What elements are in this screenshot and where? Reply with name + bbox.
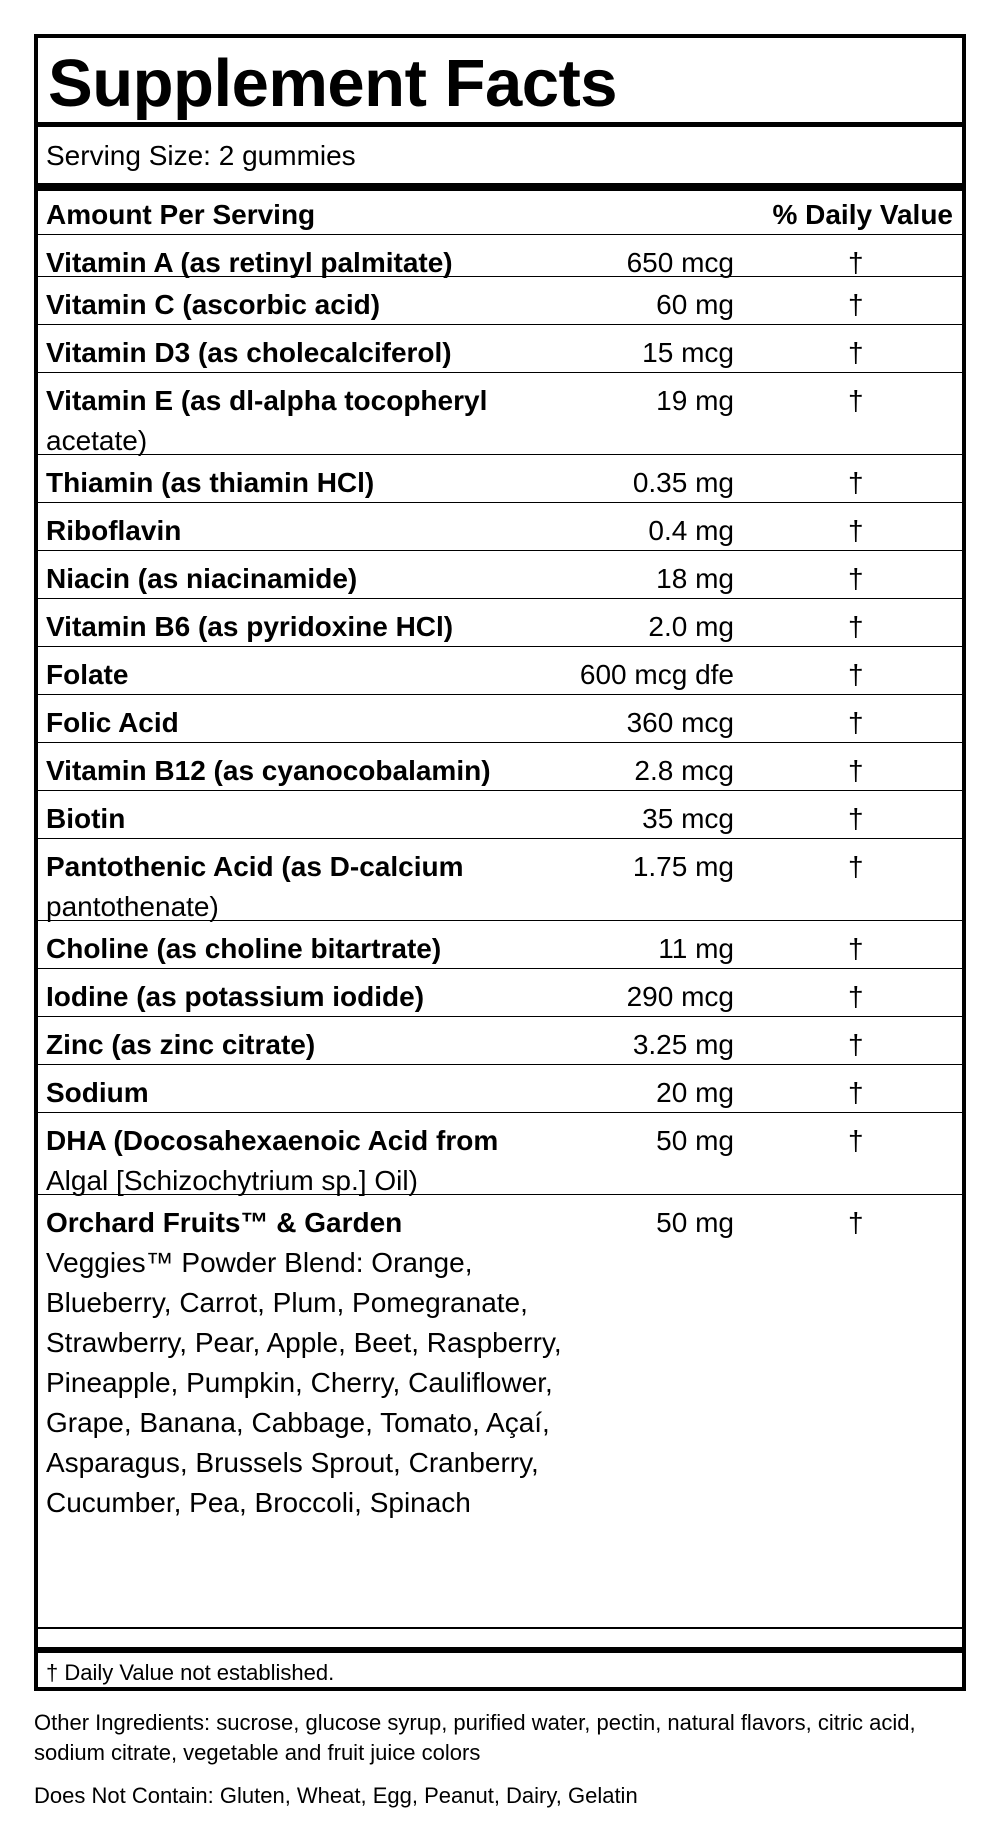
other-ingredients: Other Ingredients: sucrose, glucose syrup, purified water, pectin, natural flavors, citric acid, sodium citrate, vegetable and fruit juice colors	[34, 1710, 916, 1765]
nutrient-name	[46, 463, 566, 503]
nutrient-name-detail: acetate)	[46, 425, 148, 456]
nutrient-daily-value: †	[848, 659, 864, 690]
nutrient-name-bold: Orchard Fruits™ & Garden	[46, 1207, 403, 1238]
nutrient-row	[38, 646, 962, 695]
nutrient-amount: 35 mcg	[642, 803, 734, 834]
nutrient-name-bold: Vitamin D3 (as cholecalciferol)	[46, 337, 452, 368]
nutrient-daily-value: †	[848, 755, 864, 786]
footnote-top-rule	[38, 1647, 962, 1653]
nutrient-amount: 11 mg	[658, 933, 734, 964]
nutrient-row	[38, 454, 962, 503]
blend-bottom-rule	[38, 1627, 962, 1629]
does-not-contain: Does Not Contain: Gluten, Wheat, Egg, Peanut, Dairy, Gelatin	[34, 1783, 638, 1808]
nutrient-name-detail: Veggies™ Powder Blend: Orange, Blueberry, Carrot, Plum, Pomegranate, Strawberry, Pear, Apple, Beet, Raspberry, Pineapple, Pumpkin, Cherry, Cauliflower, Grape, Banana, Cabbage, Tomato, Açaí, Asparagus, Brussels Sprout, Cranberry, Cucumber, Pea, Broccoli, Spinach	[46, 1247, 562, 1518]
nutrient-name	[46, 751, 566, 791]
nutrient-name	[46, 929, 566, 969]
nutrient-name-bold: Zinc (as zinc citrate)	[46, 1029, 316, 1060]
nutrient-name-bold: Iodine (as potassium iodide)	[46, 981, 425, 1012]
nutrient-amount: 19 mg	[656, 385, 734, 416]
nutrient-row	[38, 324, 962, 373]
nutrient-name-bold: Vitamin E (as dl-alpha tocopheryl	[46, 385, 488, 416]
nutrient-row	[38, 1064, 962, 1113]
nutrient-name-bold: Vitamin C (ascorbic acid)	[46, 289, 381, 320]
nutrient-name	[46, 1121, 566, 1201]
nutrient-name-bold: DHA (Docosahexaenoic Acid from	[46, 1125, 499, 1156]
nutrient-amount: 360 mcg	[626, 707, 734, 738]
nutrient-row	[38, 920, 962, 969]
nutrient-name-bold: Folate	[46, 659, 129, 690]
nutrient-name	[46, 703, 566, 743]
daily-value-heading: % Daily Value	[772, 199, 953, 230]
nutrient-daily-value: †	[848, 611, 864, 642]
serving-rule	[38, 183, 962, 191]
nutrient-row	[38, 694, 962, 743]
nutrient-name-detail: Algal [Schizochytrium sp.] Oil)	[46, 1165, 418, 1196]
nutrient-name	[46, 511, 566, 551]
nutrient-name-bold: Vitamin B6 (as pyridoxine HCl)	[46, 611, 454, 642]
nutrient-daily-value: †	[848, 707, 864, 738]
nutrient-amount: 60 mg	[656, 289, 734, 320]
nutrient-amount: 0.4 mg	[648, 515, 734, 546]
nutrient-row	[38, 968, 962, 1017]
nutrient-daily-value: †	[848, 563, 864, 594]
nutrient-daily-value: †	[848, 933, 864, 964]
nutrient-name-bold: Vitamin B12 (as cyanocobalamin)	[46, 755, 491, 786]
nutrient-row	[38, 1112, 962, 1195]
nutrient-row	[38, 838, 962, 921]
nutrient-row	[38, 502, 962, 551]
nutrient-amount: 2.0 mg	[648, 611, 734, 642]
nutrient-daily-value: †	[848, 467, 864, 498]
nutrient-name-detail: pantothenate)	[46, 891, 219, 922]
nutrient-row	[38, 742, 962, 791]
nutrient-amount: 290 mcg	[626, 981, 734, 1012]
nutrient-name	[46, 1203, 566, 1523]
nutrient-name	[46, 847, 566, 927]
nutrient-row	[38, 598, 962, 647]
nutrient-row	[38, 790, 962, 839]
nutrient-name	[46, 977, 566, 1017]
nutrient-name	[46, 1025, 566, 1065]
nutrient-name-bold: Niacin (as niacinamide)	[46, 563, 358, 594]
nutrient-name	[46, 799, 566, 839]
nutrient-name-bold: Folic Acid	[46, 707, 179, 738]
nutrient-daily-value: †	[848, 981, 864, 1012]
nutrient-daily-value: †	[848, 385, 864, 416]
nutrient-daily-value: †	[848, 803, 864, 834]
nutrient-daily-value: †	[848, 289, 864, 320]
supplement-facts-panel	[34, 34, 966, 1691]
nutrient-row	[38, 1194, 962, 1555]
nutrient-row	[38, 276, 962, 325]
nutrient-amount: 1.75 mg	[632, 851, 734, 882]
nutrient-daily-value: †	[848, 851, 864, 882]
nutrient-name-bold: Pantothenic Acid (as D-calcium	[46, 851, 464, 882]
panel-title: Supplement Facts	[48, 46, 618, 121]
nutrient-name	[46, 655, 566, 695]
nutrient-row	[38, 234, 962, 277]
nutrient-name-bold: Thiamin (as thiamin HCl)	[46, 467, 375, 498]
nutrient-amount: 650 mcg	[626, 247, 734, 278]
nutrient-daily-value: †	[848, 515, 864, 546]
nutrient-daily-value: †	[848, 1029, 864, 1060]
nutrient-name	[46, 559, 566, 599]
serving-size: Serving Size: 2 gummies	[46, 140, 356, 171]
nutrient-amount: 600 mcg dfe	[579, 659, 734, 690]
nutrient-row	[38, 372, 962, 455]
nutrient-name-bold: Biotin	[46, 803, 126, 834]
amount-per-serving-heading: Amount Per Serving	[46, 199, 316, 230]
nutrient-row	[38, 1016, 962, 1065]
nutrient-daily-value: †	[848, 1077, 864, 1108]
nutrient-amount: 0.35 mg	[632, 467, 734, 498]
nutrient-name-bold: Vitamin A (as retinyl palmitate)	[46, 247, 453, 278]
nutrient-amount: 2.8 mcg	[634, 755, 734, 786]
nutrient-amount: 18 mg	[656, 563, 734, 594]
footnote: † Daily Value not established.	[46, 1660, 335, 1685]
nutrient-amount: 20 mg	[656, 1077, 734, 1108]
nutrient-amount: 50 mg	[656, 1207, 734, 1238]
nutrient-name	[46, 285, 566, 325]
nutrient-name	[46, 607, 566, 647]
nutrient-name	[46, 1073, 566, 1113]
nutrient-daily-value: †	[848, 1207, 864, 1238]
nutrient-name	[46, 333, 566, 373]
nutrient-name-bold: Choline (as choline bitartrate)	[46, 933, 442, 964]
title-rule	[38, 122, 962, 127]
nutrient-name-bold: Riboflavin	[46, 515, 182, 546]
nutrient-row	[38, 550, 962, 599]
nutrient-name	[46, 381, 566, 461]
nutrient-amount: 15 mcg	[642, 337, 734, 368]
nutrient-daily-value: †	[848, 1125, 864, 1156]
nutrient-amount: 50 mg	[656, 1125, 734, 1156]
nutrient-amount: 3.25 mg	[632, 1029, 734, 1060]
nutrient-name-bold: Sodium	[46, 1077, 149, 1108]
nutrient-daily-value: †	[848, 337, 864, 368]
nutrient-daily-value: †	[848, 247, 864, 278]
